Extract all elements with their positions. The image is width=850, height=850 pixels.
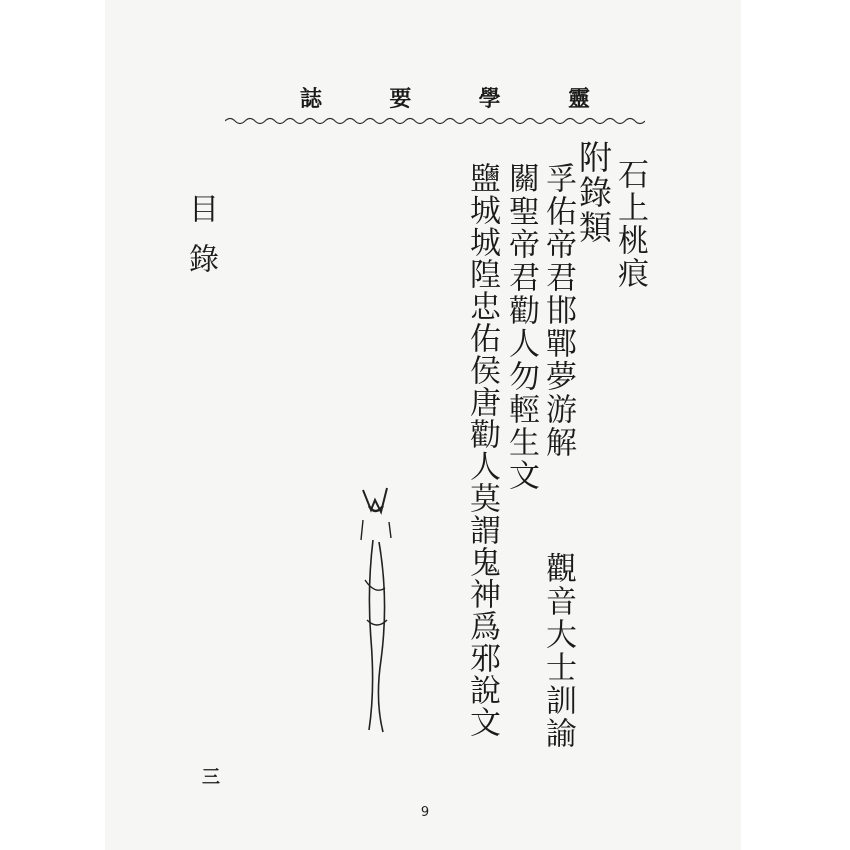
header-char-2: 學 [478,86,501,112]
toc-entry-5: 觀音大士訓諭 [540,552,576,750]
header-char-4: 誌 [300,86,323,112]
toc-entry-1: 石上桃痕 [612,158,648,290]
toc-section-appendix: 附錄類 [574,140,613,245]
margin-mark: 三 [202,767,220,788]
section-title: 目錄 [183,193,218,293]
toc-entry-4: 鹽城城隍忠佑侯唐勸人莫謂鬼神爲邪說文 [464,162,500,738]
ink-figure-sketch-icon [345,470,415,740]
toc-entry-3: 關聖帝君勸人勿輕生文 [503,162,539,492]
toc-entry-2: 孚佑帝君邯鄲夢游解 [540,162,576,459]
header-char-3: 要 [389,86,412,112]
header-char-1: 靈 [567,86,590,112]
page-number: 9 [420,805,430,820]
header-wavy-rule [225,114,645,128]
running-header [300,82,590,113]
